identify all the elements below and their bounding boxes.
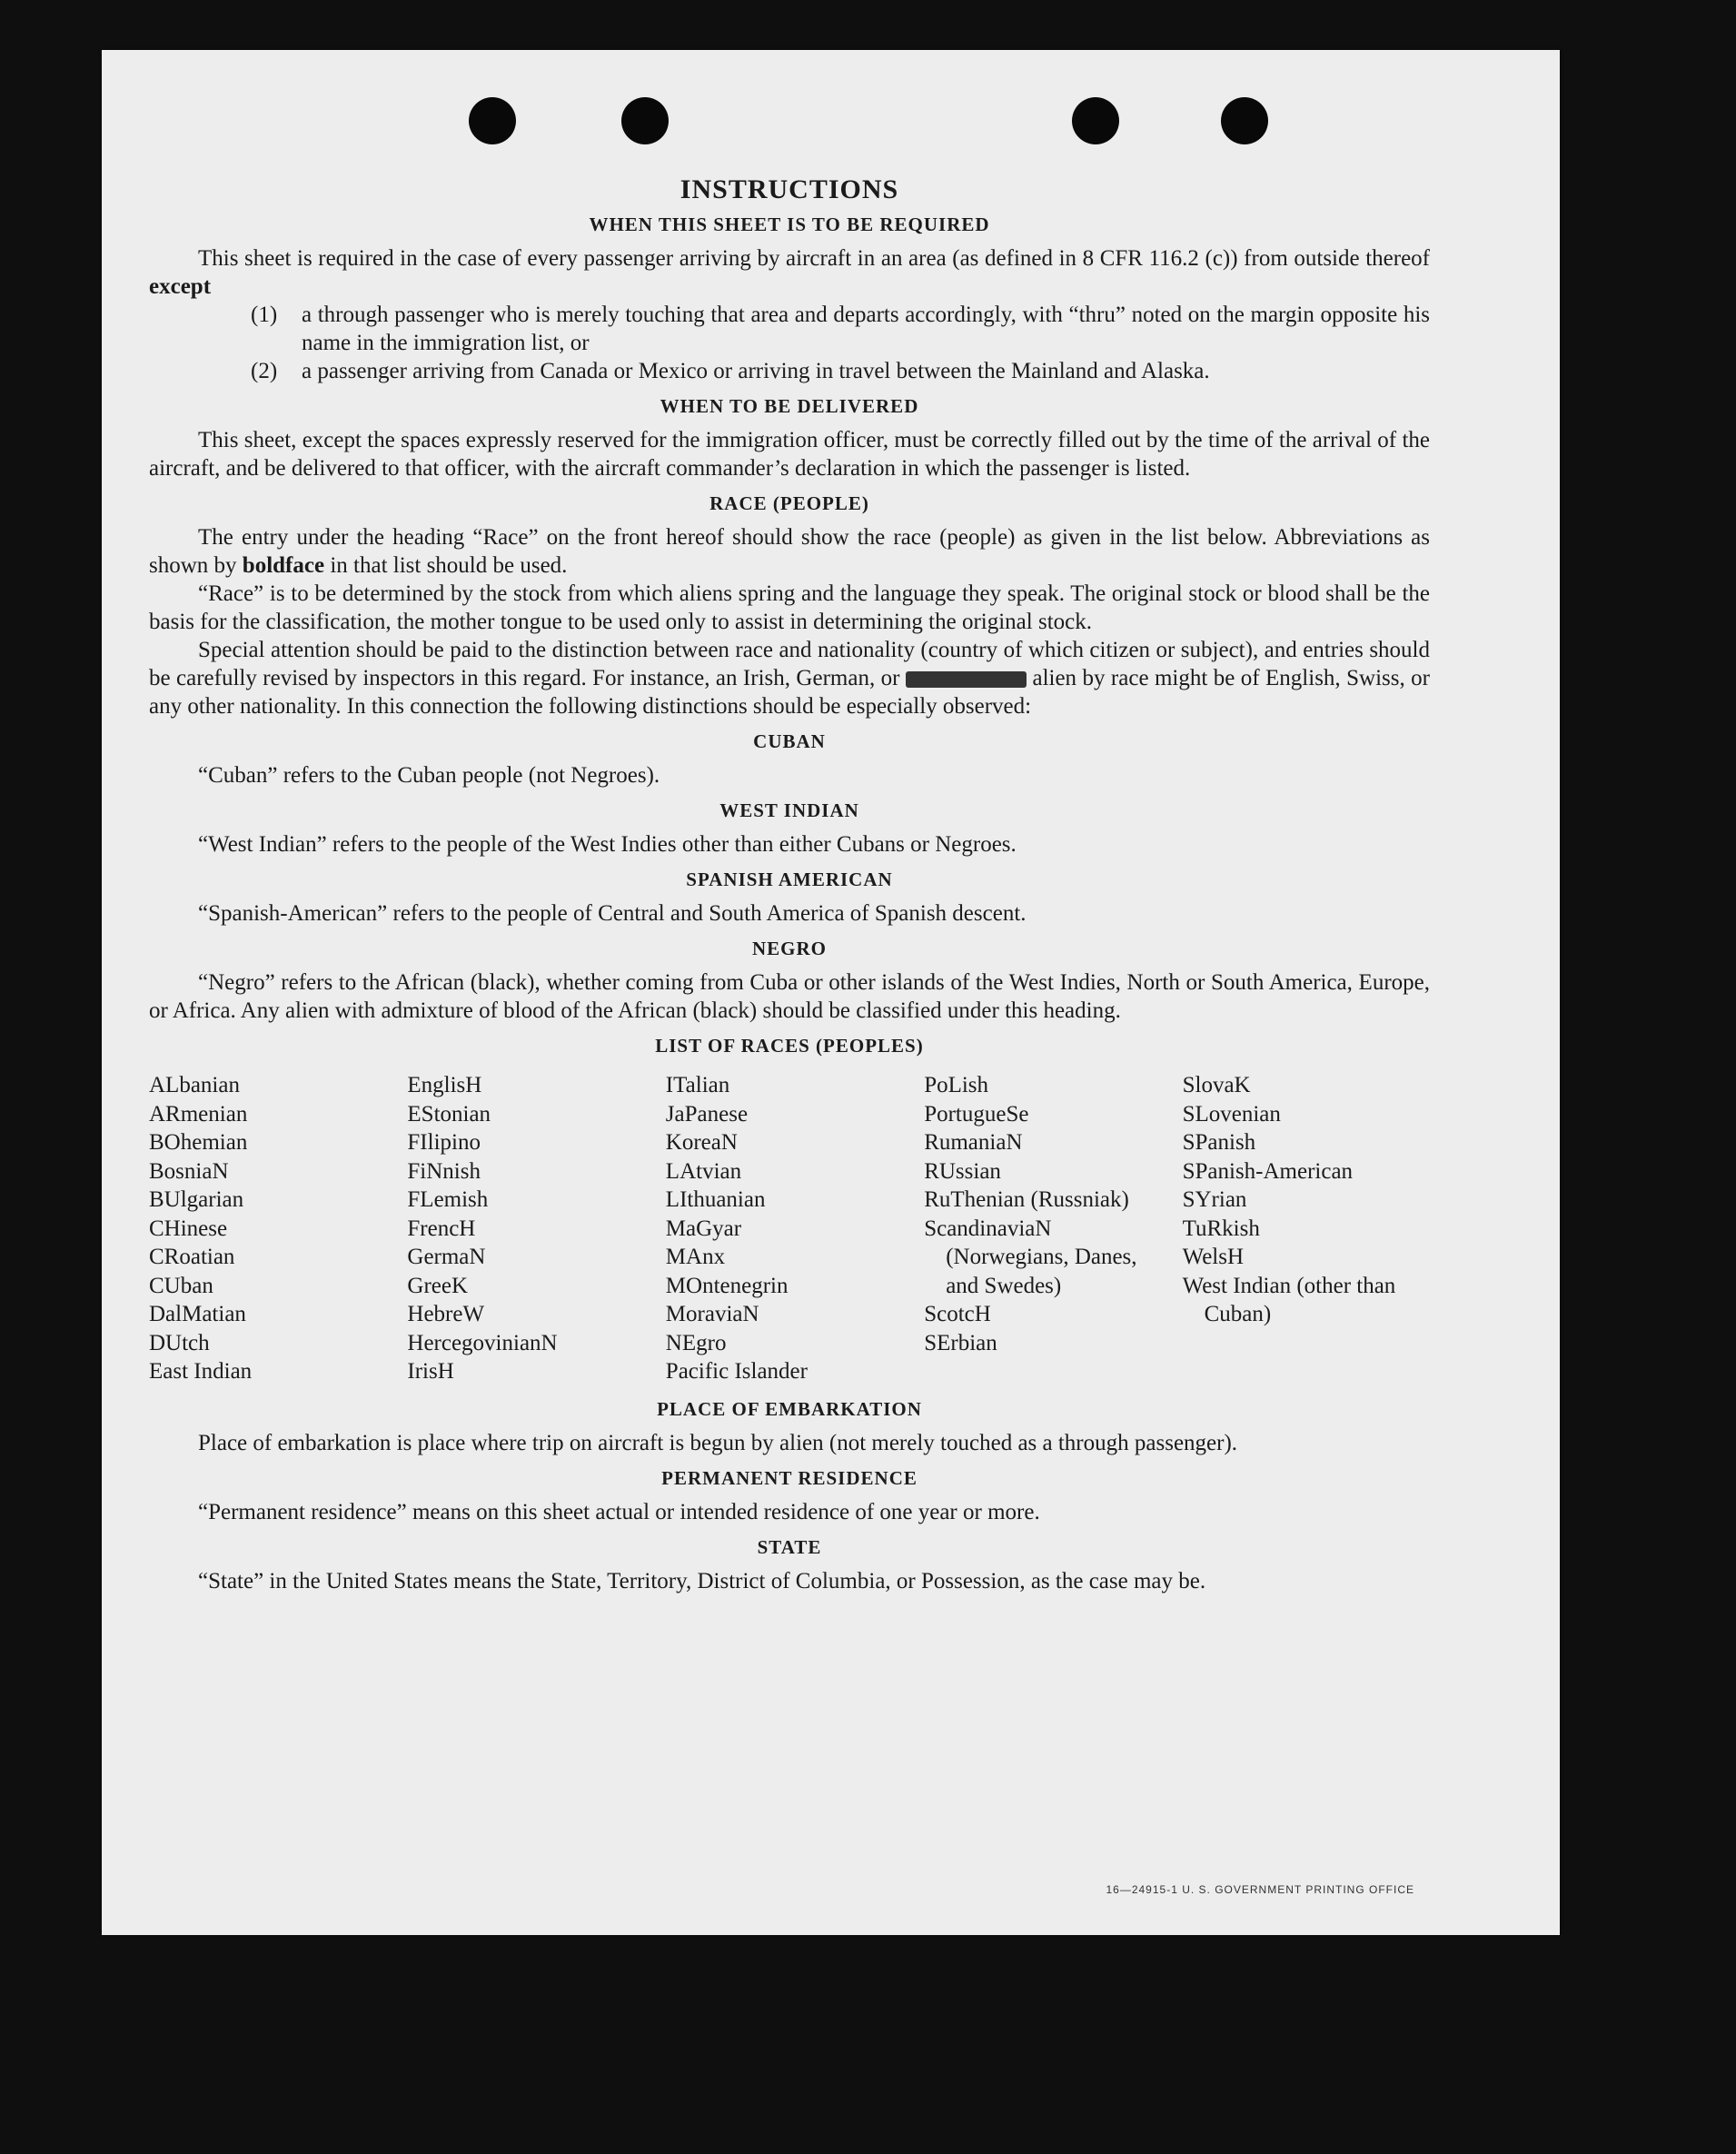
section-heading-embarkation: PLACE OF EMBARKATION	[657, 1397, 922, 1420]
residence-text: “Permanent residence” means on this sheet actual or intended residence of one year or more.	[198, 1499, 1040, 1524]
races-column	[149, 1071, 396, 1386]
race-item: SErbian	[924, 1330, 997, 1355]
section-heading-race: RACE (PEOPLE)	[709, 492, 869, 514]
required-item-1: (1) a through passenger who is merely touching that area and departs accordingly, with “thru” noted on the margin opposite his name in the immigration list, or	[251, 303, 1430, 355]
section-heading-state: STATE	[757, 1535, 822, 1558]
race-item: FiNnish	[407, 1158, 481, 1184]
race-item: LAtvian	[665, 1158, 742, 1184]
section-heading-residence: PERMANENT RESIDENCE	[661, 1466, 918, 1489]
race-item: FrencH	[407, 1216, 476, 1241]
section-heading-west-indian: WEST INDIAN	[719, 799, 859, 821]
race-item: TuRkish	[1182, 1216, 1260, 1241]
page-title: INSTRUCTIONS	[680, 174, 899, 204]
negro-text: “Negro” refers to the African (black), whether coming from Cuba or other islands of the West Indies, North or South America, Europe, or Africa. Any alien with admixture of blood of the African (black) should be classified under this heading.	[149, 970, 1430, 1023]
races-column	[1183, 1071, 1430, 1386]
section-heading-cuban: CUBAN	[753, 730, 826, 752]
race-item: CRoatian	[149, 1245, 235, 1269]
race-paragraph-1: The entry under the heading “Race” on the front hereof should show the race (people) as given in the list below. Abbreviations as shown by boldface in that list should be used.	[149, 525, 1430, 578]
section-heading-required: WHEN THIS SHEET IS TO BE REQUIRED	[589, 213, 990, 235]
document-sheet	[102, 50, 1560, 1935]
spanish-american-text: “Spanish-American” refers to the people of Central and South America of Spanish descent.	[198, 901, 1027, 926]
race-item: MoraviaN	[665, 1302, 759, 1326]
state-text: “State” in the United States means the State, Territory, District of Columbia, or Possession, as the case may be.	[198, 1568, 1206, 1593]
race-item: FLemish	[407, 1187, 489, 1212]
race-item: EnglisH	[407, 1073, 482, 1097]
section-heading-list-of-races: LIST OF RACES (PEOPLES)	[655, 1035, 924, 1057]
section-heading-negro: NEGRO	[751, 938, 827, 959]
delivered-text: This sheet, except the spaces expressly reserved for the immigration officer, must be correctly filled out by the time of the arrival of the aircraft, and be delivered to that officer, with the aircraft commander’s declaration in which the passenger is listed.	[149, 428, 1430, 481]
required-intro: This sheet is required in the case of every passenger arriving by aircraft in an area (as defined in 8 CFR 116.2 (c)) from outside thereof except	[149, 246, 1430, 299]
race-item: NEgro	[665, 1330, 727, 1355]
punch-hole	[469, 97, 516, 144]
race-item: DUtch	[149, 1330, 210, 1355]
race-item: FIlipino	[407, 1130, 481, 1155]
race-item: CUban	[149, 1273, 213, 1298]
race-item: MOntenegrin	[665, 1273, 789, 1298]
race-item: ScotcH	[924, 1302, 991, 1326]
race-item: GermaN	[407, 1245, 486, 1269]
race-item: HebreW	[407, 1302, 485, 1326]
race-item: CHinese	[149, 1216, 228, 1241]
required-item-2: (2) a passenger arriving from Canada or Mexico or arriving in travel between the Mainland and Alaska.	[251, 359, 1210, 383]
redacted-word	[906, 671, 1027, 688]
west-indian-text: “West Indian” refers to the people of the West Indies other than either Cubans or Negroes.	[198, 832, 1017, 857]
race-item: Pacific Islander	[665, 1359, 808, 1384]
race-item: ALbanian	[149, 1073, 240, 1097]
race-item: SLovenian	[1182, 1101, 1281, 1127]
cuban-text: “Cuban” refers to the Cuban people (not Negroes).	[198, 763, 660, 788]
race-item: PortugueSe	[924, 1101, 1029, 1127]
race-item: DalMatian	[149, 1302, 246, 1326]
punch-hole	[1221, 97, 1268, 144]
races-column	[407, 1071, 654, 1386]
race-item: SlovaK	[1182, 1073, 1251, 1097]
punch-hole	[1072, 97, 1119, 144]
race-paragraph-3: Special attention should be paid to the distinction between race and nationality (country of which citizen or subject), and entries should be carefully revised by inspectors in this regard. For instance, an Irish, German, or alien by race might be of English, Swiss, or any other nationality. In this connection the following distinctions should be especially observed:	[149, 638, 1430, 719]
race-item: IrisH	[407, 1359, 454, 1384]
race-item: PoLish	[924, 1073, 989, 1097]
race-item: LIthuanian	[665, 1187, 766, 1212]
printing-office-code: 16—24915-1 U. S. GOVERNMENT PRINTING OFFICE	[1106, 1883, 1414, 1896]
race-item: SYrian	[1182, 1187, 1247, 1212]
race-item: MaGyar	[665, 1216, 742, 1241]
race-item: BOhemian	[149, 1130, 248, 1155]
race-item: WelsH	[1182, 1245, 1245, 1269]
section-heading-delivered: WHEN TO BE DELIVERED	[660, 395, 919, 417]
instructions-content	[149, 175, 1430, 1595]
race-item: ITalian	[665, 1073, 730, 1097]
embarkation-text: Place of embarkation is place where trip on aircraft is begun by alien (not merely touched as a through passenger).	[198, 1430, 1238, 1455]
race-item: ScandinaviaN (Norwegians, Danes, and Swedes)	[924, 1216, 1137, 1298]
race-item: EStonian	[407, 1101, 491, 1127]
races-column	[924, 1071, 1171, 1386]
race-item: GreeK	[407, 1273, 469, 1298]
race-item: East Indian	[149, 1359, 253, 1384]
race-paragraph-2: “Race” is to be determined by the stock from which aliens spring and the language they speak. The original stock or blood shall be the basis for the classification, the mother tongue to be used only to assist in determining the original stock.	[149, 581, 1430, 634]
race-item: BosniaN	[149, 1158, 229, 1184]
race-item: West Indian (other than Cuban)	[1182, 1273, 1396, 1326]
races-list	[149, 1071, 1430, 1386]
race-item: KoreaN	[665, 1130, 738, 1155]
race-item: SPanish	[1182, 1130, 1256, 1155]
race-item: JaPanese	[665, 1101, 749, 1127]
race-item: RumaniaN	[924, 1130, 1023, 1155]
races-column	[666, 1071, 913, 1386]
race-item: RuThenian (Russniak)	[924, 1187, 1129, 1212]
race-item: RUssian	[924, 1158, 1001, 1184]
race-item: ARmenian	[149, 1101, 248, 1127]
race-item: SPanish-American	[1182, 1158, 1354, 1184]
race-item: HercegovinianN	[407, 1330, 558, 1355]
race-item: BUlgarian	[149, 1187, 244, 1212]
race-item: MAnx	[665, 1245, 726, 1269]
section-heading-spanish-american: SPANISH AMERICAN	[686, 869, 893, 890]
punch-hole	[621, 97, 669, 144]
